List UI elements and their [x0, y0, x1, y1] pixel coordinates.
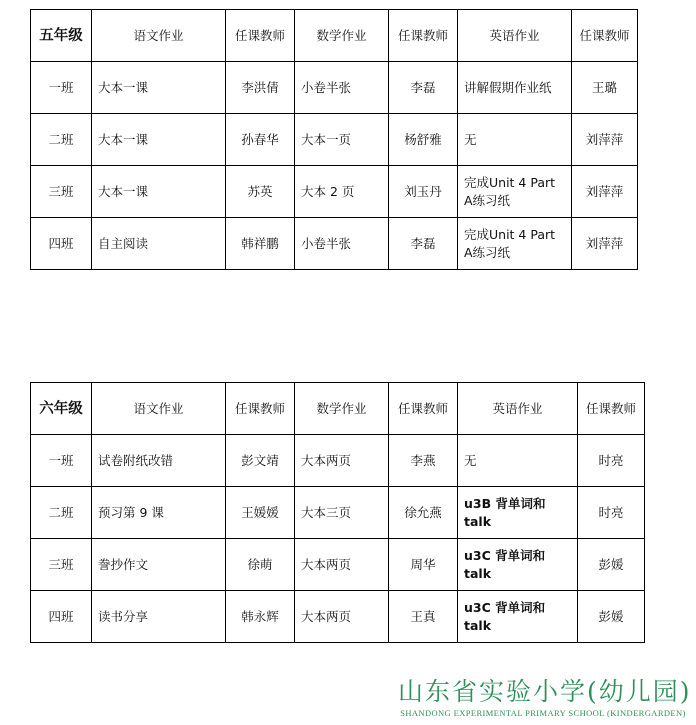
chinese-homework: 读书分享	[92, 591, 226, 643]
chinese-teacher: 苏英	[226, 166, 295, 218]
math-homework: 小卷半张	[295, 62, 389, 114]
math-teacher: 李磊	[389, 218, 458, 270]
class-name: 四班	[31, 218, 92, 270]
chinese-teacher: 孙春华	[226, 114, 295, 166]
math-teacher: 王真	[389, 591, 458, 643]
english-homework: u3C 背单词和 talk	[458, 591, 578, 643]
chinese-teacher: 韩永辉	[226, 591, 295, 643]
header-teacher: 任课教师	[389, 10, 458, 62]
grade-label: 六年级	[31, 383, 92, 435]
header-chinese: 语文作业	[92, 10, 226, 62]
school-name-chinese: 山东省实验小学(幼儿园)	[398, 677, 692, 706]
header-teacher: 任课教师	[226, 10, 295, 62]
math-teacher: 杨舒雅	[389, 114, 458, 166]
header-english: 英语作业	[458, 10, 572, 62]
school-logo	[398, 677, 692, 719]
chinese-homework: 自主阅读	[92, 218, 226, 270]
table-row	[31, 591, 645, 643]
class-name: 三班	[31, 166, 92, 218]
school-name-english: SHANDONG EXPERIMENTAL PRIMARY SCHOOL (KINDERGARDEN)	[400, 708, 686, 718]
table-row	[31, 218, 638, 270]
table-row	[31, 166, 638, 218]
english-teacher: 刘萍萍	[572, 218, 638, 270]
chinese-homework: 誊抄作文	[92, 539, 226, 591]
english-teacher: 彭媛	[578, 591, 645, 643]
math-teacher: 李磊	[389, 62, 458, 114]
english-homework: 完成Unit 4 Part A练习纸	[458, 166, 572, 218]
english-teacher: 时亮	[578, 435, 645, 487]
english-homework: 完成Unit 4 Part A练习纸	[458, 218, 572, 270]
grade6-homework-table	[30, 382, 645, 643]
table-header-row	[31, 383, 645, 435]
english-teacher: 刘萍萍	[572, 166, 638, 218]
english-homework: u3C 背单词和 talk	[458, 539, 578, 591]
english-homework: 无	[458, 114, 572, 166]
english-homework: u3B 背单词和 talk	[458, 487, 578, 539]
table-row	[31, 435, 645, 487]
header-math: 数学作业	[295, 10, 389, 62]
math-homework: 大本两页	[295, 591, 389, 643]
header-teacher: 任课教师	[389, 383, 458, 435]
math-homework: 大本两页	[295, 435, 389, 487]
class-name: 二班	[31, 114, 92, 166]
math-teacher: 周华	[389, 539, 458, 591]
header-english: 英语作业	[458, 383, 578, 435]
table-row	[31, 114, 638, 166]
english-teacher: 时亮	[578, 487, 645, 539]
chinese-homework: 试卷附纸改错	[92, 435, 226, 487]
math-homework: 大本一页	[295, 114, 389, 166]
header-math: 数学作业	[295, 383, 389, 435]
header-teacher: 任课教师	[578, 383, 645, 435]
grade5-homework-table	[30, 9, 638, 270]
chinese-homework: 大本一课	[92, 62, 226, 114]
grade-label: 五年级	[31, 10, 92, 62]
math-homework: 大本三页	[295, 487, 389, 539]
class-name: 一班	[31, 435, 92, 487]
header-teacher: 任课教师	[572, 10, 638, 62]
chinese-teacher: 王媛媛	[226, 487, 295, 539]
chinese-homework: 预习第 9 课	[92, 487, 226, 539]
math-teacher: 刘玉丹	[389, 166, 458, 218]
table-row	[31, 539, 645, 591]
chinese-teacher: 李洪倩	[226, 62, 295, 114]
class-name: 三班	[31, 539, 92, 591]
chinese-teacher: 韩祥鹏	[226, 218, 295, 270]
math-homework: 小卷半张	[295, 218, 389, 270]
english-teacher: 彭媛	[578, 539, 645, 591]
chinese-teacher: 徐萌	[226, 539, 295, 591]
english-teacher: 刘萍萍	[572, 114, 638, 166]
math-teacher: 徐允燕	[389, 487, 458, 539]
chinese-homework: 大本一课	[92, 114, 226, 166]
math-teacher: 李燕	[389, 435, 458, 487]
header-chinese: 语文作业	[92, 383, 226, 435]
math-homework: 大本两页	[295, 539, 389, 591]
table-header-row	[31, 10, 638, 62]
table-row	[31, 487, 645, 539]
chinese-teacher: 彭文靖	[226, 435, 295, 487]
header-teacher: 任课教师	[226, 383, 295, 435]
class-name: 二班	[31, 487, 92, 539]
english-homework: 无	[458, 435, 578, 487]
chinese-homework: 大本一课	[92, 166, 226, 218]
english-teacher: 王璐	[572, 62, 638, 114]
math-homework: 大本 2 页	[295, 166, 389, 218]
english-homework: 讲解假期作业纸	[458, 62, 572, 114]
class-name: 一班	[31, 62, 92, 114]
class-name: 四班	[31, 591, 92, 643]
table-row	[31, 62, 638, 114]
